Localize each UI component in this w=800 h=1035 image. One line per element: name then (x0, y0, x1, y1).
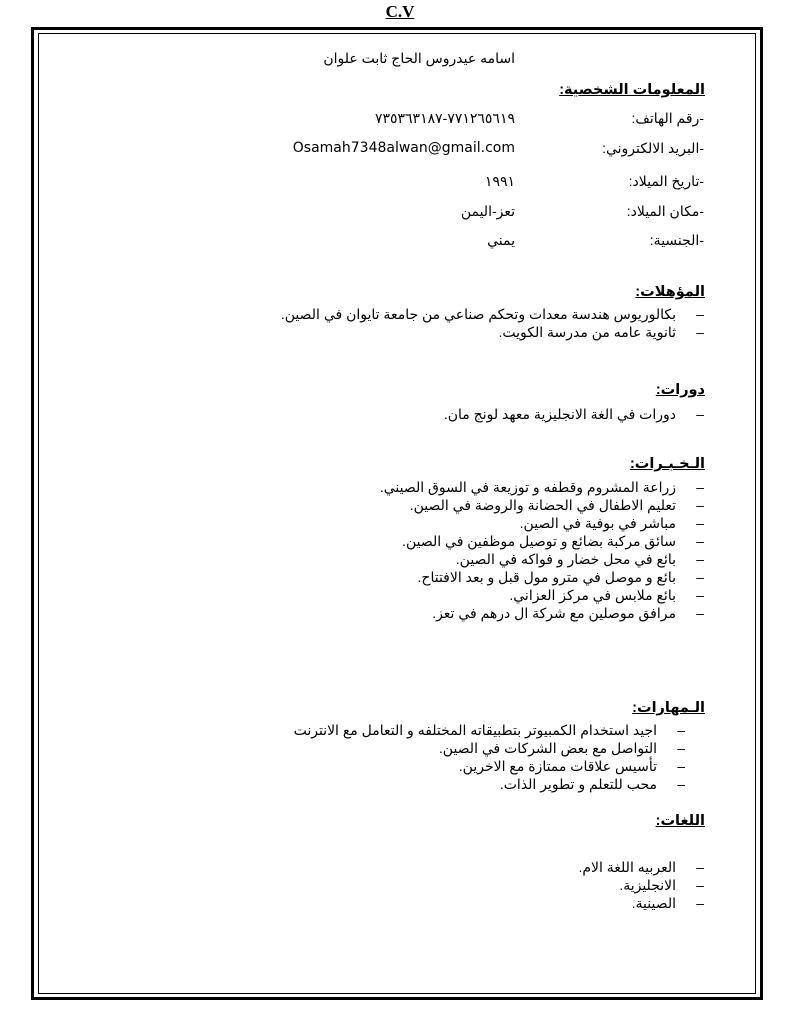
list-item: – دورات في الغة الانجليزية معهد لونج مان. (444, 405, 704, 423)
courses-heading: دورات: (655, 382, 705, 398)
nationality-label: -الجنسية: (649, 232, 704, 248)
qualifications-list (281, 305, 704, 341)
experience-list (380, 478, 704, 622)
list-item: – بائع في محل خضار و فواكه في الصين. (380, 550, 704, 568)
document-title: C.V (385, 2, 415, 21)
nationality-value: يمني (487, 232, 515, 248)
phone-value: ٧٧١٢٦٥٦١٩-٧٣٥٣٦٣١٨٧ (374, 110, 515, 126)
birth-date-value: ١٩٩١ (484, 173, 515, 189)
email-value: Osamah7348alwan@gmail.com (292, 140, 515, 156)
skills-heading: الـمهارات: (632, 700, 705, 716)
list-item: – بكالوريوس هندسة معدات وتحكم صناعي من جامعة تايوان في الصين. (281, 305, 704, 323)
list-item: – الانجليزية. (578, 876, 704, 894)
list-item: – ثانوية عامه من مدرسة الكويت. (281, 323, 704, 341)
list-item: – العربيه اللغة الام. (578, 858, 704, 876)
phone-label: -رقم الهاتف: (631, 110, 704, 126)
personal-info-heading: المعلومات الشخصية: (559, 82, 705, 98)
list-item: – مباشر في بوفية في الصين. (380, 514, 704, 532)
list-item: – تأسيس علاقات ممتازة مع الاخرين. (294, 757, 685, 775)
full-name: اسامه عيدروس الحاج ثابت علوان (323, 50, 515, 66)
list-item: – تعليم الاطفال في الحضانة والروضة في الصين. (380, 496, 704, 514)
courses-list (444, 405, 704, 423)
list-item: – زراعة المشروم وقطفه و توزيعة في السوق الصيني. (380, 478, 704, 496)
experience-heading: الـخـبـرات: (629, 456, 705, 472)
languages-heading: اللغات: (655, 813, 705, 829)
list-item: – التواصل مع بعض الشركات في الصين. (294, 739, 685, 757)
birth-place-label: -مكان الميلاد: (626, 203, 704, 219)
list-item: – سائق مركبة بضائع و توصيل موظفين في الصين. (380, 532, 704, 550)
birth-place-value: تعز-اليمن (460, 203, 515, 219)
list-item: – بائع ملابس في مركز العزاني. (380, 586, 704, 604)
list-item: – بائع و موصل في مترو مول قبل و بعد الافتتاح. (380, 568, 704, 586)
skills-list (294, 721, 685, 793)
list-item: – مرافق موصلين مع شركة ال درهم في تعز. (380, 604, 704, 622)
birth-date-label: -تاريخ الميلاد: (628, 173, 704, 189)
qualifications-heading: المؤهلات: (635, 284, 705, 300)
list-item: – محب للتعلم و تطوير الذات. (294, 775, 685, 793)
languages-list (578, 858, 704, 912)
list-item: – الصينية. (578, 894, 704, 912)
email-label: -البريد الالكتروني: (602, 140, 704, 156)
list-item: – اجيد استخدام الكمبيوتر بتطبيقاته المختلفه و التعامل مع الانترنت (294, 721, 685, 739)
